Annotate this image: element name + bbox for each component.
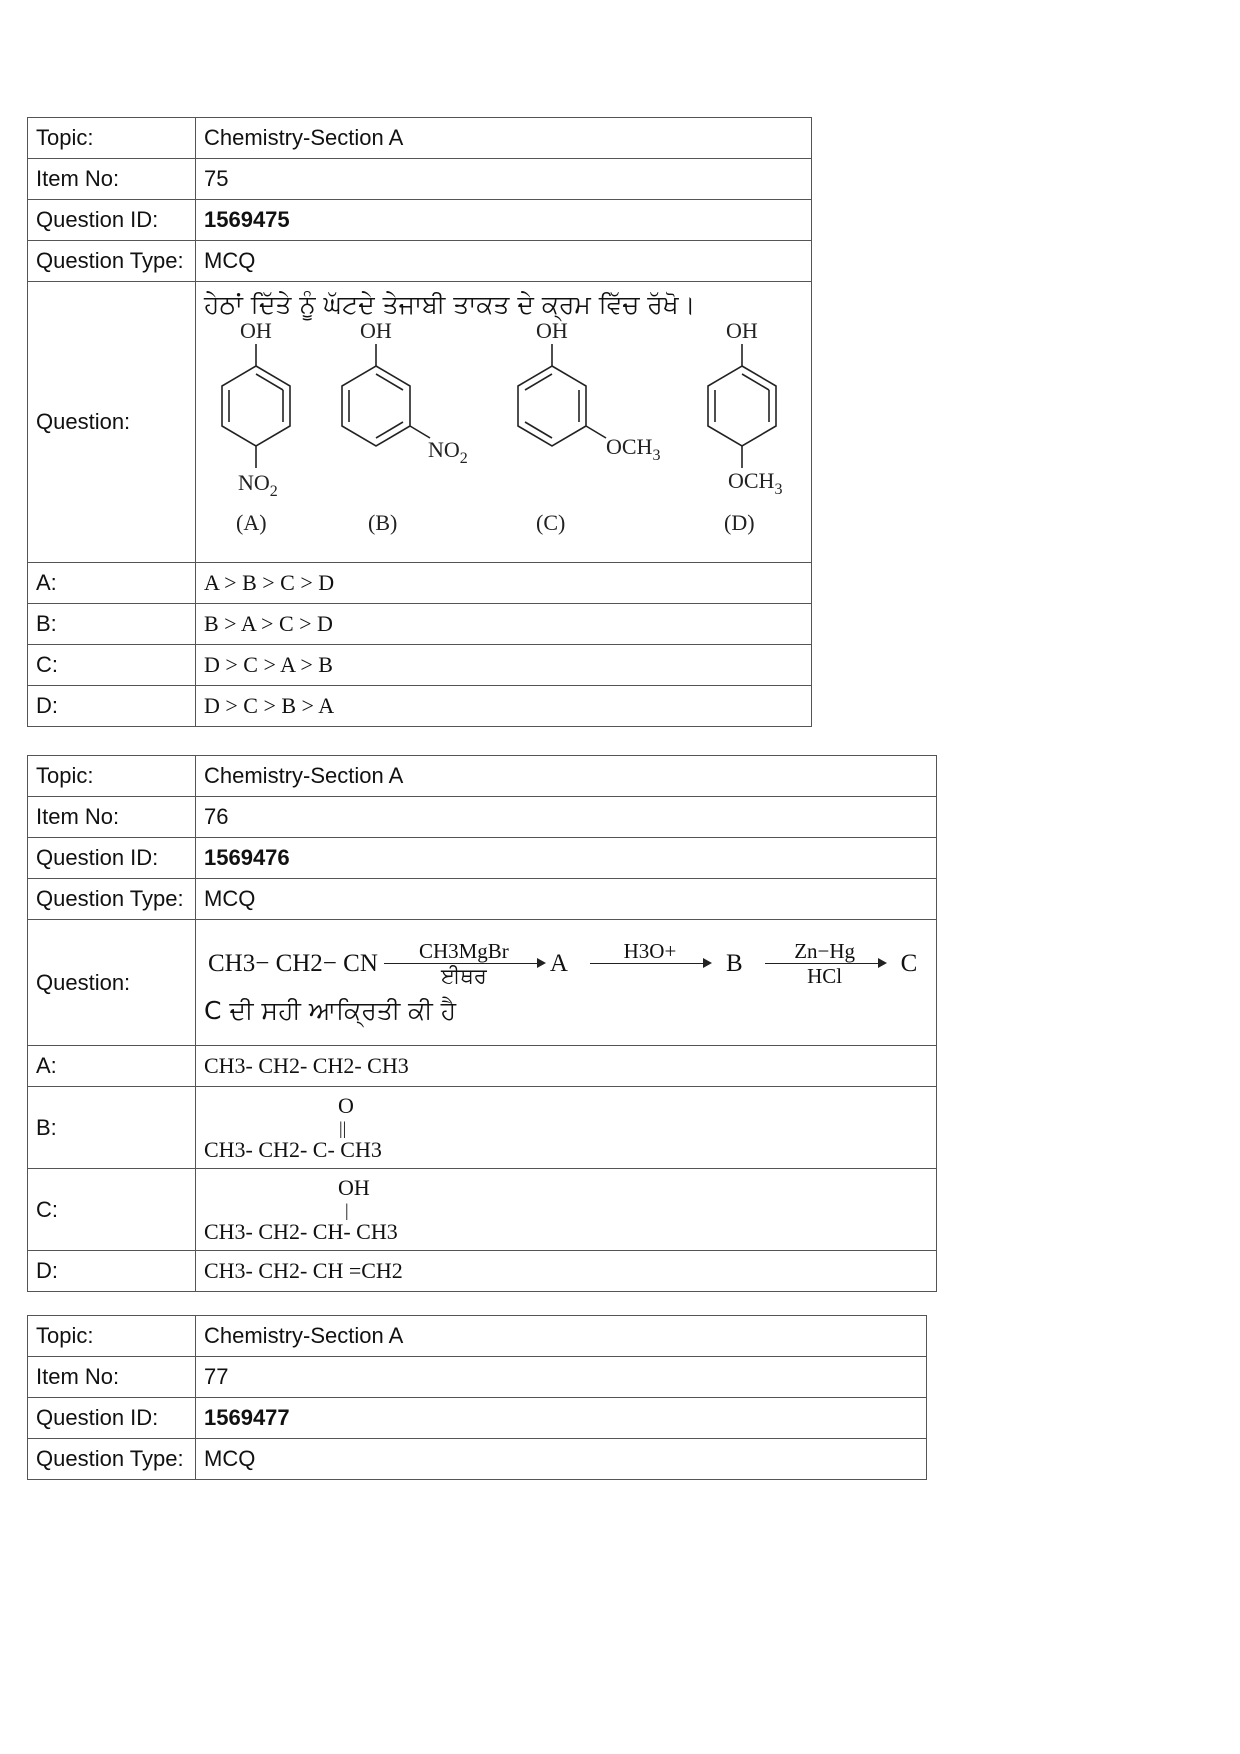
option-c-hydroxyl: OH bbox=[338, 1174, 370, 1200]
row-question-type bbox=[28, 879, 937, 920]
reagent-3: Zn−Hg bbox=[794, 939, 856, 963]
oh-label-a: OH bbox=[240, 320, 272, 343]
substituent-d: $OCH_3$ bbox=[728, 468, 783, 498]
reactant: CH3− CH2− CN bbox=[208, 949, 378, 977]
question-type-label: Question Type: bbox=[28, 1439, 196, 1480]
solvent-1: ਈਥਰ bbox=[440, 964, 487, 988]
topic-label: Topic: bbox=[28, 118, 196, 159]
row-item-no bbox=[28, 159, 812, 200]
option-b-label: B: bbox=[28, 604, 196, 645]
row-question bbox=[28, 282, 812, 563]
structure-label-a: (A) bbox=[236, 510, 267, 535]
reagent-1: CH3MgBr bbox=[418, 939, 509, 963]
substituent-b: $NO_2$ bbox=[428, 437, 468, 467]
structure-label-d: (D) bbox=[724, 510, 755, 535]
structure-b bbox=[342, 344, 430, 446]
question-id-value: 1569477 bbox=[196, 1398, 927, 1439]
arrow-line-2 bbox=[590, 963, 710, 964]
option-c-label: C: bbox=[28, 1169, 196, 1251]
row-question bbox=[28, 920, 937, 1046]
item-no-label: Item No: bbox=[28, 1357, 196, 1398]
structure-c bbox=[518, 344, 606, 446]
option-b-value: B > A > C > D bbox=[196, 604, 812, 645]
substituent-c: $OCH_3$ bbox=[606, 434, 661, 464]
item-no-label: Item No: bbox=[28, 159, 196, 200]
phenol-structures-diagram bbox=[196, 320, 816, 556]
question-id-label: Question ID: bbox=[28, 838, 196, 879]
option-a-label: A: bbox=[28, 563, 196, 604]
row-option-a bbox=[28, 1046, 937, 1087]
option-c-value: D > C > A > B bbox=[196, 645, 812, 686]
structure-a bbox=[222, 344, 290, 468]
option-a-label: A: bbox=[28, 1046, 196, 1087]
question-text: ਹੇਠਾਂ ਦਿੱਤੇ ਨੂੰ ਘੱਟਦੇ ਤੇਜਾਬੀ ਤਾਕਤ ਦੇ ਕ੍ਰਮ ਵਿੱਚ ਰੱਖੋ। bbox=[204, 290, 696, 319]
question-type-label: Question Type: bbox=[28, 241, 196, 282]
row-option-c bbox=[28, 645, 812, 686]
reaction-arrow-1 bbox=[384, 939, 544, 988]
row-item-no bbox=[28, 797, 937, 838]
question-label: Question: bbox=[28, 282, 196, 563]
row-option-b bbox=[28, 604, 812, 645]
question-type-label: Question Type: bbox=[28, 879, 196, 920]
oh-label-d: OH bbox=[726, 320, 758, 343]
row-question-type bbox=[28, 1439, 927, 1480]
arrow-line-3 bbox=[765, 963, 885, 964]
option-c-value: CH3- CH2- CH- CH3 bbox=[204, 1218, 398, 1244]
row-option-d bbox=[28, 686, 812, 727]
reagent-3-acid: HCl bbox=[807, 964, 843, 988]
row-topic bbox=[28, 756, 937, 797]
oh-label-c: OH bbox=[536, 320, 568, 343]
option-c-label: C: bbox=[28, 645, 196, 686]
option-d-label: D: bbox=[28, 1251, 196, 1292]
row-question-id bbox=[28, 1398, 927, 1439]
option-d-value: CH3- CH2- CH =CH2 bbox=[196, 1251, 937, 1292]
row-option-a bbox=[28, 563, 812, 604]
question-type-value: MCQ bbox=[196, 1439, 927, 1480]
structure-label-c: (C) bbox=[536, 510, 566, 535]
topic-label: Topic: bbox=[28, 1316, 196, 1357]
option-a-value: A > B > C > D bbox=[196, 563, 812, 604]
item-no-label: Item No: bbox=[28, 797, 196, 838]
question-body bbox=[196, 282, 812, 563]
product-a: A bbox=[549, 949, 568, 977]
topic-value: Chemistry-Section A bbox=[196, 756, 937, 797]
oh-label-b: OH bbox=[360, 320, 392, 343]
question-id-value: 1569475 bbox=[196, 200, 812, 241]
substituent-a: $NO_2$ bbox=[238, 470, 278, 500]
question-label: Question: bbox=[28, 920, 196, 1046]
option-b-structure bbox=[196, 1087, 937, 1169]
row-topic bbox=[28, 118, 812, 159]
question-id-label: Question ID: bbox=[28, 1398, 196, 1439]
reaction-arrow-2 bbox=[590, 939, 710, 988]
product-b: B bbox=[725, 949, 743, 977]
row-item-no bbox=[28, 1357, 927, 1398]
option-b-oxygen: O bbox=[338, 1092, 354, 1118]
question-table-75 bbox=[27, 117, 812, 727]
question-id-value: 1569476 bbox=[196, 838, 937, 879]
row-question-type bbox=[28, 241, 812, 282]
item-no-value: 75 bbox=[196, 159, 812, 200]
item-no-value: 77 bbox=[196, 1357, 927, 1398]
reaction-scheme bbox=[204, 939, 928, 988]
question-id-label: Question ID: bbox=[28, 200, 196, 241]
row-topic bbox=[28, 1316, 927, 1357]
topic-label: Topic: bbox=[28, 756, 196, 797]
reagent-2: H3O+ bbox=[623, 939, 677, 963]
question-prompt: C ਦੀ ਸਹੀ ਆਕ੍ਰਿਤੀ ਕੀ ਹੈ bbox=[204, 996, 457, 1025]
option-b-value: CH3- CH2- C- CH3 bbox=[204, 1136, 382, 1162]
topic-value: Chemistry-Section A bbox=[196, 1316, 927, 1357]
option-c-single-bond: | bbox=[345, 1199, 349, 1220]
structure-label-b: (B) bbox=[368, 510, 398, 535]
row-question-id bbox=[28, 838, 937, 879]
row-question-id bbox=[28, 200, 812, 241]
option-b-label: B: bbox=[28, 1087, 196, 1169]
item-no-value: 76 bbox=[196, 797, 937, 838]
product-c: C bbox=[900, 949, 918, 977]
arrow-line-1 bbox=[384, 963, 544, 964]
topic-value: Chemistry-Section A bbox=[196, 118, 812, 159]
reaction-arrow-3 bbox=[765, 939, 885, 988]
question-table-77 bbox=[27, 1315, 927, 1480]
option-d-value: D > C > B > A bbox=[196, 686, 812, 727]
row-option-c bbox=[28, 1169, 937, 1251]
question-body bbox=[196, 920, 937, 1046]
question-type-value: MCQ bbox=[196, 879, 937, 920]
question-type-value: MCQ bbox=[196, 241, 812, 282]
structure-d bbox=[708, 344, 776, 468]
option-c-structure bbox=[196, 1169, 937, 1251]
row-option-d bbox=[28, 1251, 937, 1292]
option-d-label: D: bbox=[28, 686, 196, 727]
question-table-76 bbox=[27, 755, 937, 1292]
row-option-b bbox=[28, 1087, 937, 1169]
option-b-double-bond: || bbox=[339, 1117, 347, 1138]
option-a-value: CH3- CH2- CH2- CH3 bbox=[196, 1046, 937, 1087]
